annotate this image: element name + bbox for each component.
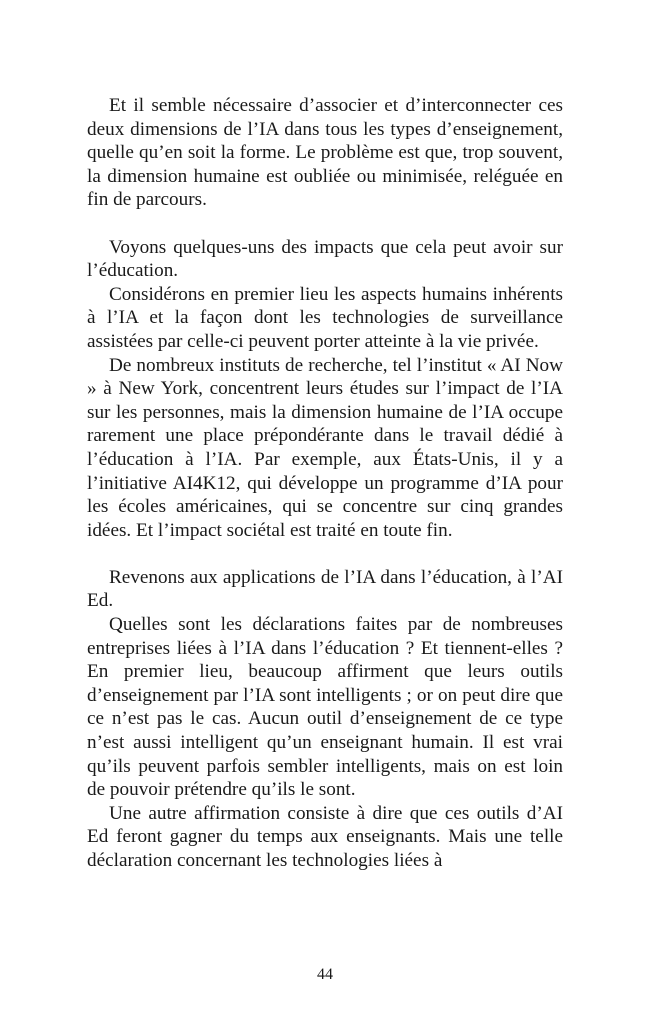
paragraph: Considérons en premier lieu les aspects humains inhérents à l’IA et la façon dont les technologies de surveillance assistées par celle-ci peuvent porter atteinte à la vie privée. (87, 283, 563, 352)
paragraph-spacer (87, 542, 563, 566)
paragraph: Quelles sont les déclarations faites par de nombreuses entreprises liées à l’IA dans l’éducation ? Et tiennent-elles ? En premier lieu, beaucoup affirment que leurs outils d’enseignement par l’IA sont intelligents ; or on peut dire que ce n’est pas le cas. Aucun outil d’enseignement de ce type n’est aussi intelligent qu’un enseignant humain. Il est vrai qu’ils peuvent parfois sembler intelligents, mais on est loin de pouvoir prétendre qu’ils le sont. (87, 614, 563, 801)
paragraph: Revenons aux applications de l’IA dans l’éducation, à l’AI Ed. (87, 566, 563, 612)
paragraph: De nombreux instituts de recherche, tel l’institut « AI Now » à New York, concentrent leurs études sur l’impact de l’IA sur les personnes, mais la dimension humaine de l’IA occupe rarement une place prépondérante dans le travail dédié à l’éducation à l’IA. Par exemple, aux États-Unis, il y a l’initiative AI4K12, qui développe un programme d’IA pour les écoles américaines, qui se concentre sur cinq grandes idées. Et l’impact sociétal est traité en toute fin. (87, 354, 563, 541)
page-number: 44 (317, 966, 333, 983)
paragraph: Une autre affirmation consiste à dire que ces outils d’AI Ed feront gagner du temps aux enseignants. Mais une telle déclaration concernant les technologies liées à (87, 802, 563, 871)
paragraph: Voyons quelques-uns des impacts que cela peut avoir sur l’éducation. (87, 236, 563, 282)
page-body (87, 94, 563, 873)
paragraph-spacer (87, 212, 563, 236)
paragraph: Et il semble nécessaire d’associer et d’interconnecter ces deux dimensions de l’IA dans tous les types d’enseignement, quelle qu’en soit la forme. Le problème est que, trop souvent, la dimension humaine est oubliée ou minimisée, reléguée en fin de parcours. (87, 95, 563, 211)
